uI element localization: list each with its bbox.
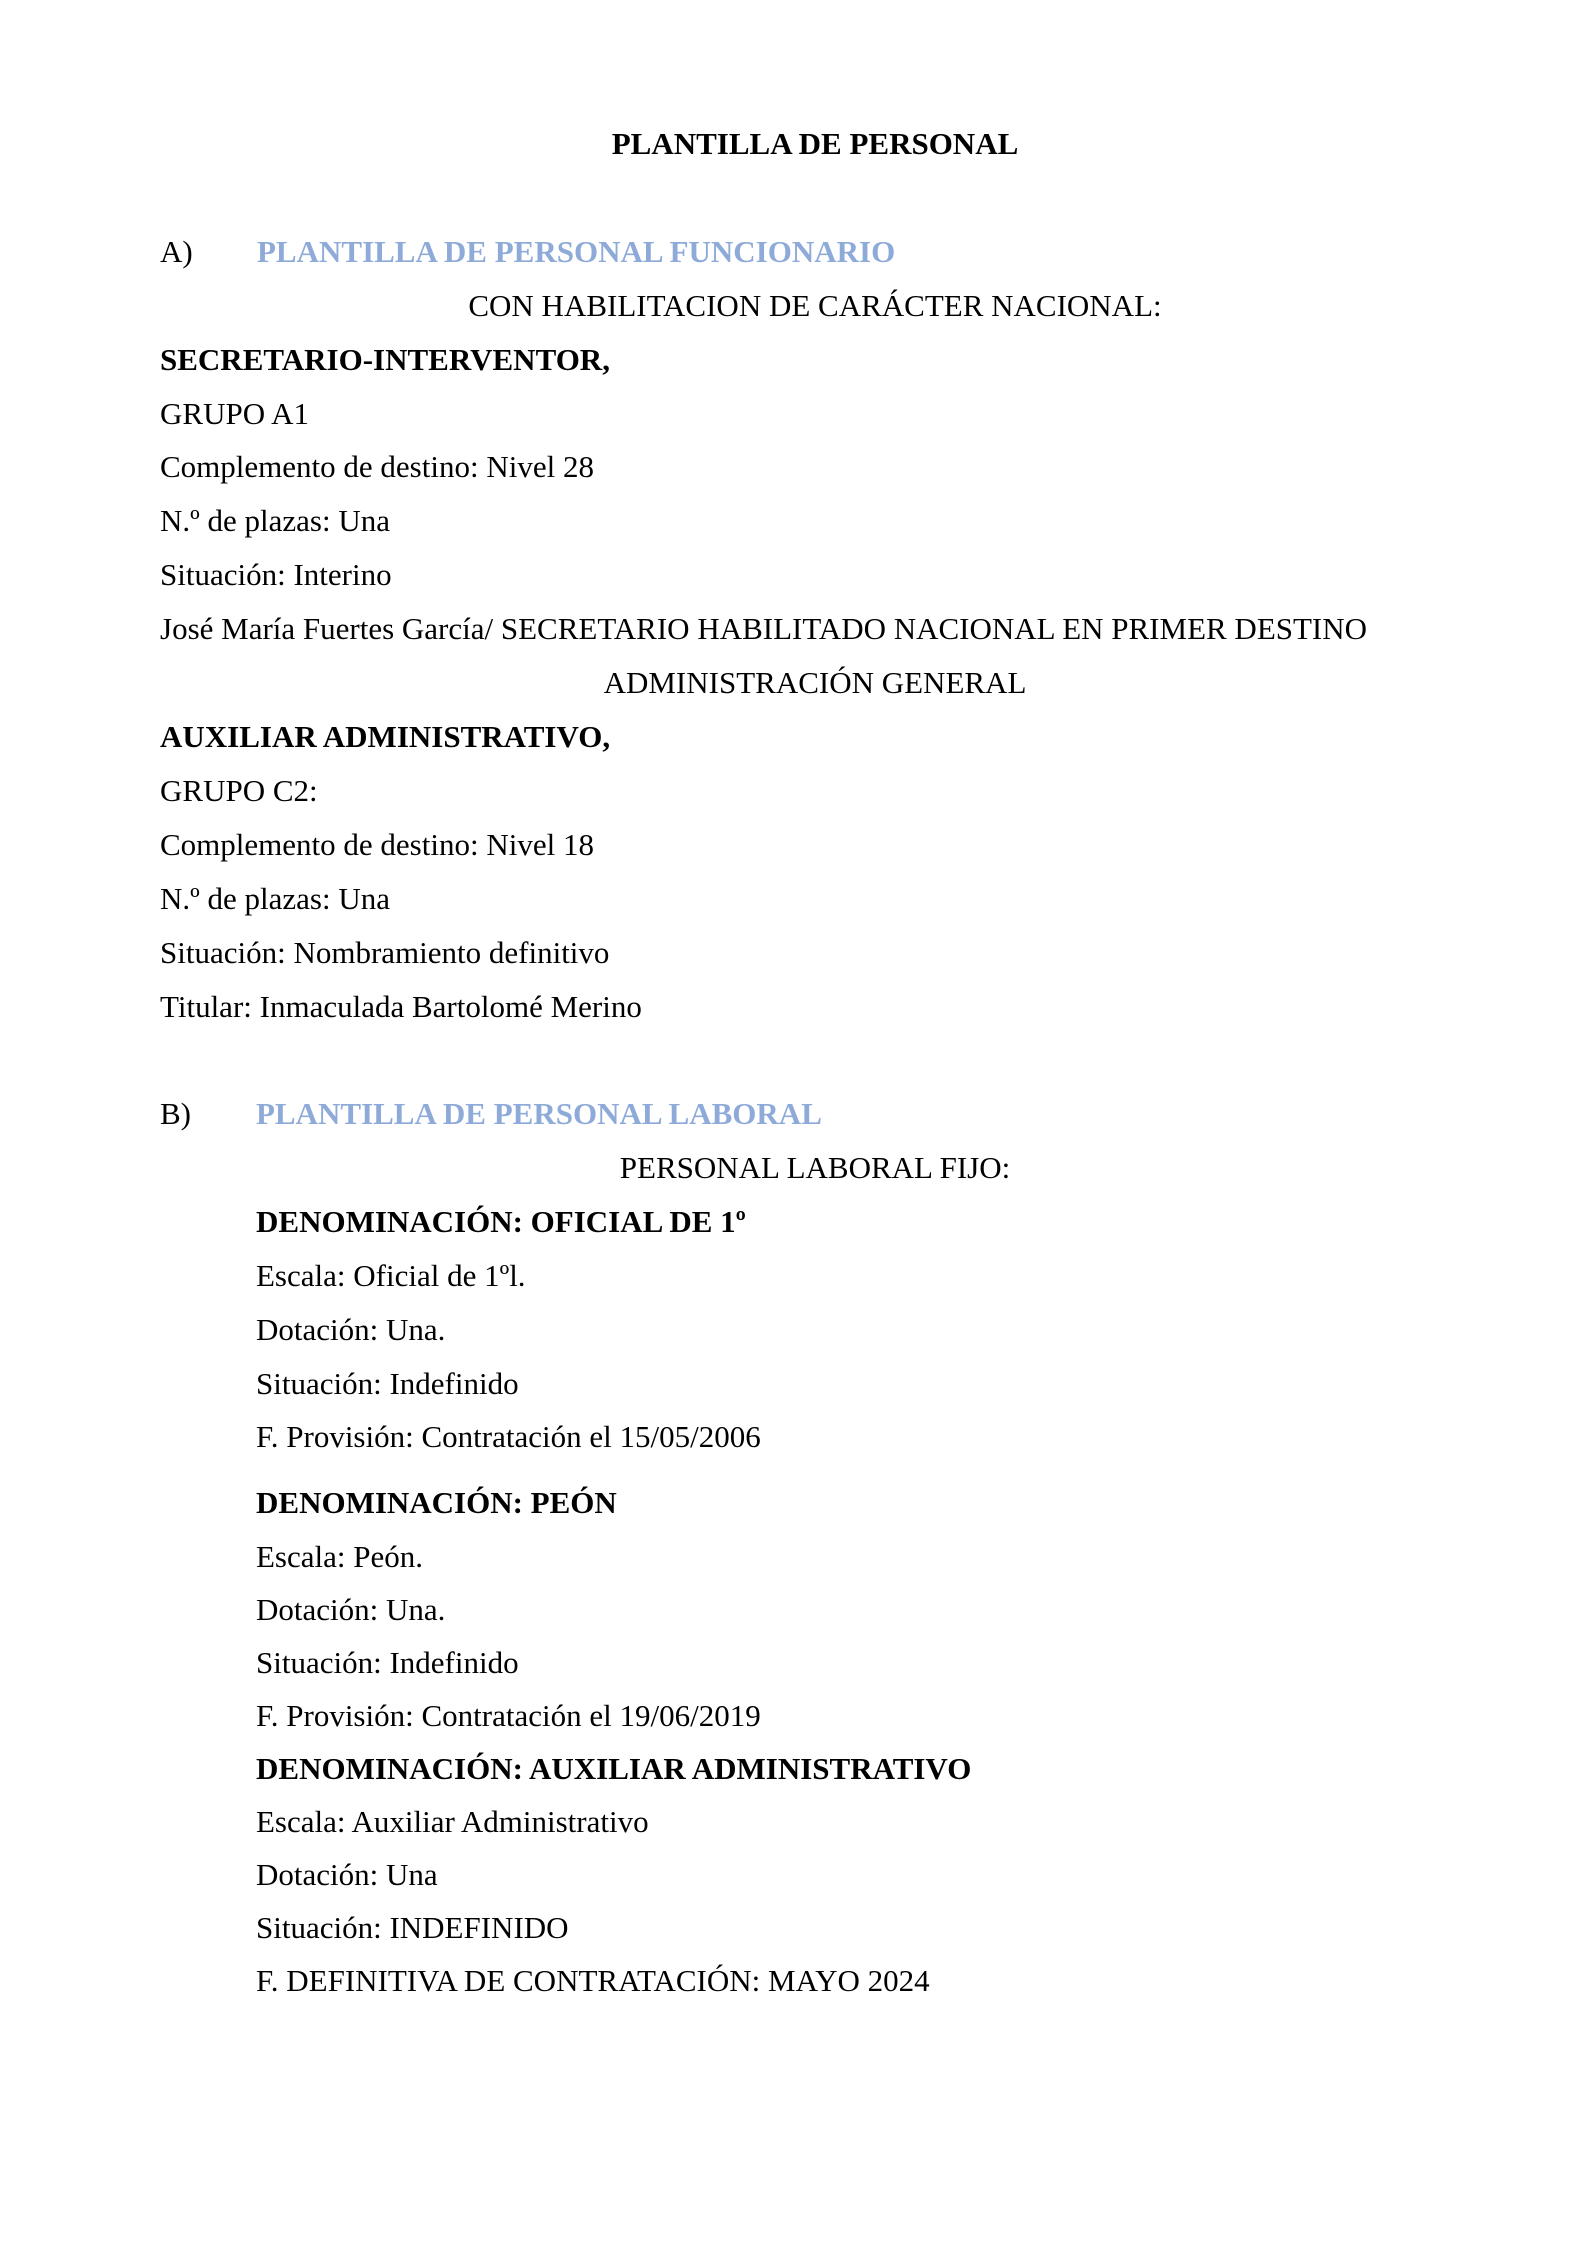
post-situation: Situación: Nombramiento definitivo [160, 935, 610, 970]
labor-post-situation: Situación: INDEFINIDO [256, 1910, 569, 1945]
post-name: AUXILIAR ADMINISTRATIVO, [160, 719, 611, 754]
post-places: N.º de plazas: Una [160, 503, 390, 538]
section-a-letter: A) [160, 234, 193, 269]
labor-post-provision: F. DEFINITIVA DE CONTRATACIÓN: MAYO 2024 [256, 1963, 930, 1998]
document-title: PLANTILLA DE PERSONAL [611, 126, 1019, 161]
section-b-letter: B) [160, 1096, 191, 1131]
section-a-subheading-2: ADMINISTRACIÓN GENERAL [603, 665, 1027, 700]
post-group: GRUPO C2: [160, 773, 318, 808]
post-holder: Titular: Inmaculada Bartolomé Merino [160, 989, 642, 1024]
labor-post-provision: F. Provisión: Contratación el 19/06/2019 [256, 1698, 761, 1733]
labor-post-endowment: Dotación: Una. [256, 1592, 446, 1627]
post-complement: Complemento de destino: Nivel 28 [160, 449, 594, 484]
post-group: GRUPO A1 [160, 396, 310, 431]
labor-post-endowment: Dotación: Una. [256, 1312, 446, 1347]
labor-post-situation: Situación: Indefinido [256, 1645, 519, 1680]
labor-post-scale: Escala: Auxiliar Administrativo [256, 1804, 649, 1839]
post-complement: Complemento de destino: Nivel 18 [160, 827, 594, 862]
section-b-heading: PLANTILLA DE PERSONAL LABORAL [256, 1096, 822, 1131]
labor-post-scale: Escala: Peón. [256, 1539, 424, 1574]
post-situation: Situación: Interino [160, 557, 392, 592]
labor-post-scale: Escala: Oficial de 1ºl. [256, 1258, 526, 1293]
post-places: N.º de plazas: Una [160, 881, 390, 916]
post-name: SECRETARIO-INTERVENTOR, [160, 342, 610, 377]
section-a-heading: PLANTILLA DE PERSONAL FUNCIONARIO [257, 234, 896, 269]
section-b-subheading: PERSONAL LABORAL FIJO: [619, 1150, 1011, 1185]
section-a-subheading: CON HABILITACION DE CARÁCTER NACIONAL: [468, 288, 1162, 323]
labor-post-name: DENOMINACIÓN: PEÓN [256, 1485, 617, 1520]
labor-post-endowment: Dotación: Una [256, 1857, 438, 1892]
labor-post-provision: F. Provisión: Contratación el 15/05/2006 [256, 1419, 761, 1454]
labor-post-situation: Situación: Indefinido [256, 1366, 519, 1401]
post-holder: José María Fuertes García/ SECRETARIO HABILITADO NACIONAL EN PRIMER DESTINO [160, 611, 1368, 646]
labor-post-name: DENOMINACIÓN: AUXILIAR ADMINISTRATIVO [256, 1751, 972, 1786]
labor-post-name: DENOMINACIÓN: OFICIAL DE 1º [256, 1204, 746, 1239]
